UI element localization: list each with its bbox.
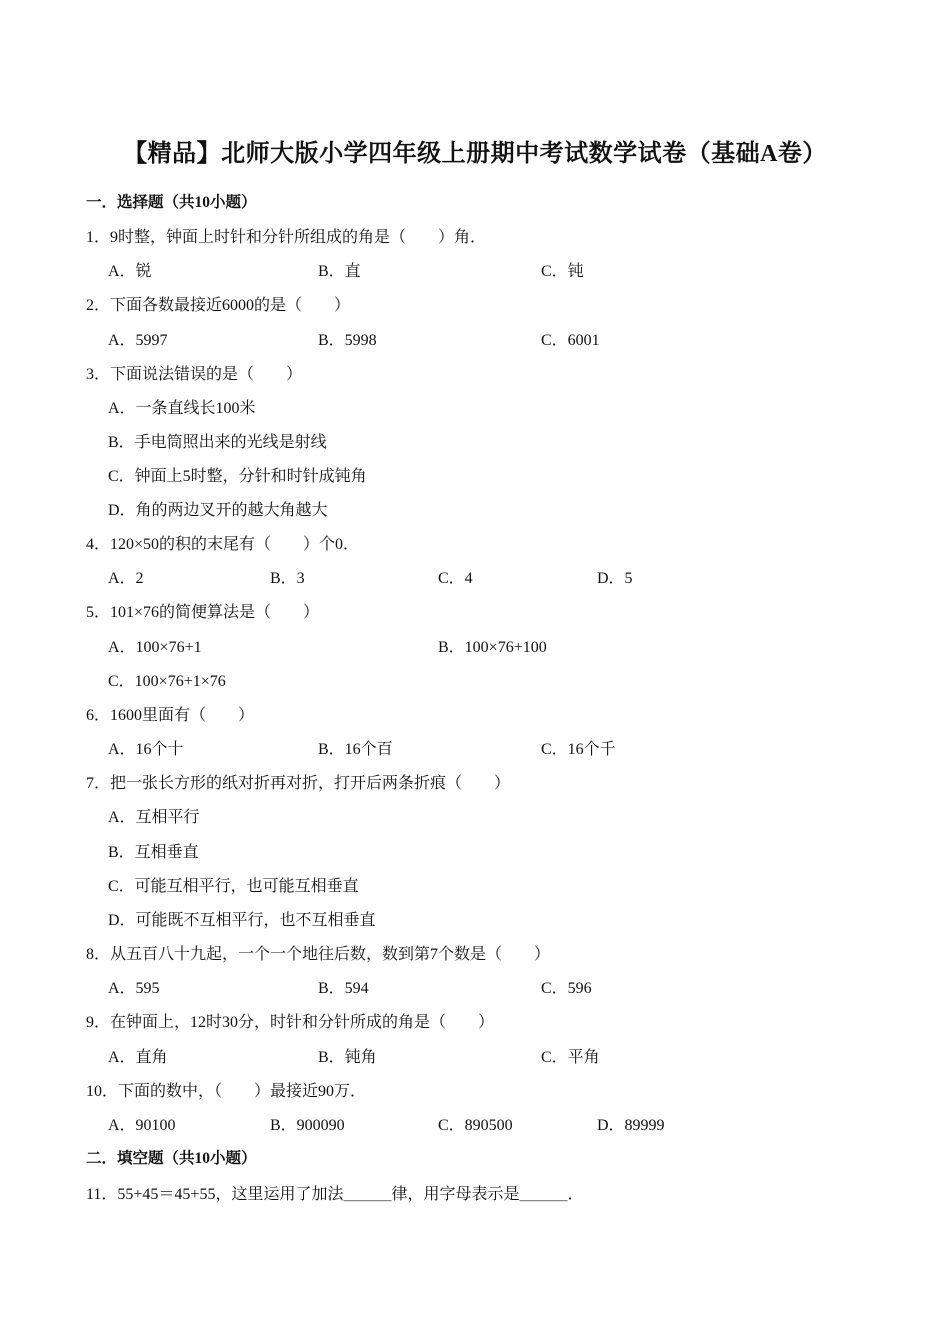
question-11: 11．55+45＝45+55，这里运用了加法＿＿＿律，用字母表示是＿＿＿． — [86, 1186, 584, 1203]
question-3: 3．下面说法错误的是（ ） — [86, 366, 303, 383]
q1-option-c: C．钝 — [541, 263, 584, 280]
q3-option-d: D．角的两边叉开的越大角越大 — [108, 502, 328, 519]
q1-option-b: B．直 — [318, 263, 361, 280]
q2-option-c: C．6001 — [541, 332, 600, 349]
q5-option-a: A．100×76+1 — [108, 639, 202, 656]
question-6: 6．1600里面有（ ） — [86, 707, 255, 724]
q8-option-b: B．594 — [318, 980, 369, 997]
q10-option-a: A．90100 — [108, 1117, 176, 1134]
question-4: 4．120×50的积的末尾有（ ）个0． — [86, 536, 360, 553]
q7-option-b: B．互相垂直 — [108, 844, 199, 861]
q5-option-b: B．100×76+100 — [438, 639, 547, 656]
q3-option-b: B．手电筒照出来的光线是射线 — [108, 434, 327, 451]
q6-option-c: C．16个千 — [541, 741, 616, 758]
question-9: 9．在钟面上，12时30分，时针和分针所成的角是（ ） — [86, 1014, 495, 1031]
q7-option-c: C．可能互相平行，也可能互相垂直 — [108, 878, 359, 895]
q8-option-c: C．596 — [541, 980, 592, 997]
question-7: 7．把一张长方形的纸对折再对折，打开后两条折痕（ ） — [86, 775, 511, 792]
q10-option-d: D．89999 — [597, 1117, 665, 1134]
question-8: 8．从五百八十九起，一个一个地往后数，数到第7个数是（ ） — [86, 946, 551, 963]
q9-option-b: B．钝角 — [318, 1049, 377, 1066]
section-heading-choice: 一．选择题（共10小题） — [86, 194, 257, 211]
q9-option-a: A．直角 — [108, 1049, 168, 1066]
q10-option-b: B．900090 — [270, 1117, 345, 1134]
q8-option-a: A．595 — [108, 980, 160, 997]
q4-option-c: C．4 — [438, 570, 473, 587]
q9-option-c: C．平角 — [541, 1049, 600, 1066]
q1-option-a: A．锐 — [108, 263, 152, 280]
q7-option-d: D．可能既不互相平行，也不互相垂直 — [108, 912, 376, 929]
q4-option-d: D．5 — [597, 570, 633, 587]
q3-option-a: A．一条直线长100米 — [108, 400, 256, 417]
q5-option-c: C．100×76+1×76 — [108, 673, 226, 690]
q2-option-b: B．5998 — [318, 332, 377, 349]
q7-option-a: A．互相平行 — [108, 809, 200, 826]
q6-option-a: A．16个十 — [108, 741, 184, 758]
q3-option-c: C．钟面上5时整，分针和时针成钝角 — [108, 468, 367, 485]
question-5: 5．101×76的简便算法是（ ） — [86, 604, 320, 621]
section-heading-fill: 二．填空题（共10小题） — [86, 1150, 257, 1167]
page-title: 【精品】北师大版小学四年级上册期中考试数学试卷（基础A卷） — [123, 141, 827, 167]
q6-option-b: B．16个百 — [318, 741, 393, 758]
q4-option-a: A．2 — [108, 570, 144, 587]
question-2: 2．下面各数最接近6000的是（ ） — [86, 297, 351, 314]
question-1: 1．9时整，钟面上时针和分针所组成的角是（ ）角． — [86, 229, 487, 246]
q4-option-b: B．3 — [270, 570, 305, 587]
question-10: 10．下面的数中，（ ）最接近90万． — [86, 1083, 367, 1100]
q2-option-a: A．5997 — [108, 332, 168, 349]
q10-option-c: C．890500 — [438, 1117, 513, 1134]
